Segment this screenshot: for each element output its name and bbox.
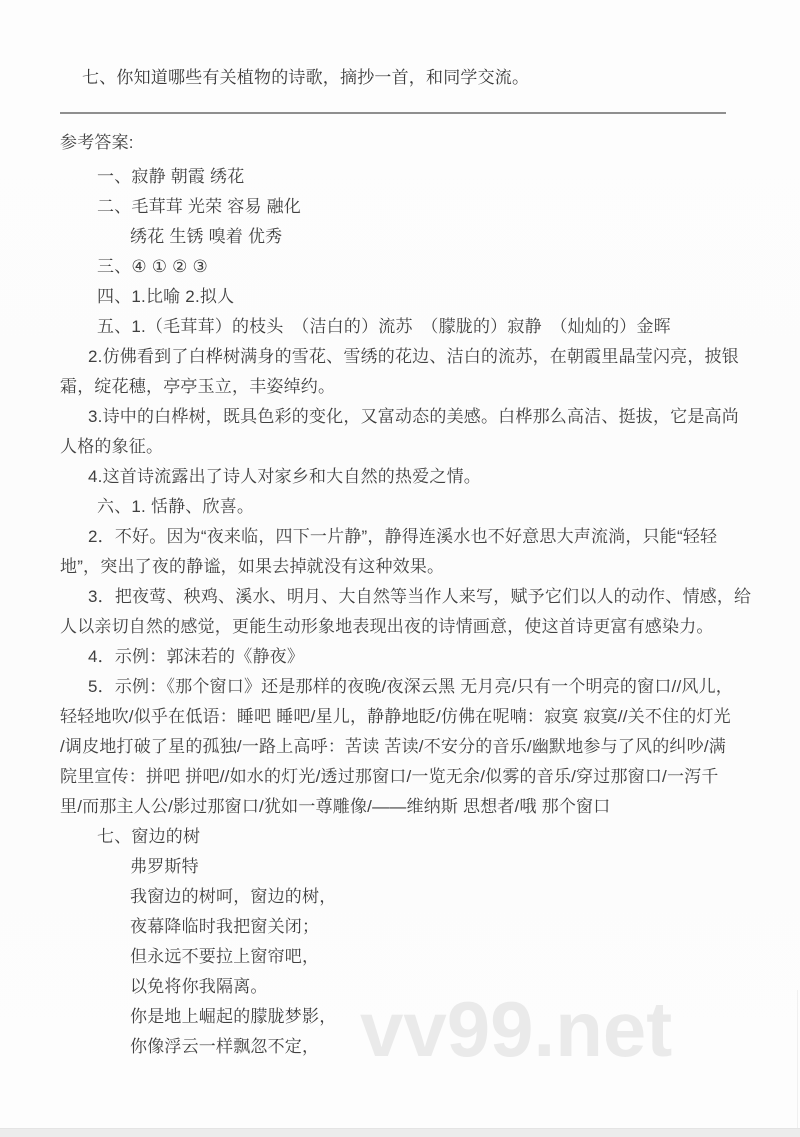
answer-line: 4.这首诗流露出了诗人对家乡和大自然的热爱之情。	[88, 467, 481, 486]
answer-line: 你是地上崛起的朦胧梦影，	[130, 1007, 337, 1026]
answer-line: 院里宣传：拼吧 拼吧//如水的灯光/透过那窗口/一览无余/似雾的音乐/穿过那窗口/一泻千	[60, 767, 719, 786]
answer-line: 六、1. 恬静、欣喜。	[97, 497, 255, 516]
answer-line: 人格的象征。	[60, 437, 164, 456]
answer-line: 以免将你我隔离。	[130, 977, 268, 996]
answer-line: 3．把夜莺、秧鸡、溪水、明月、大自然等当作人来写，赋予它们以人的动作、情感，给	[88, 587, 752, 606]
answer-line: 2．不好。因为“夜来临，四下一片静”，静得连溪水也不好意思大声流淌，只能“轻轻	[88, 527, 718, 546]
answer-line: 你像浮云一样飘忽不定，	[130, 1037, 320, 1056]
answer-line: 4．示例：郭沫若的《静夜》	[88, 647, 305, 666]
answer-line: 七、窗边的树	[97, 827, 201, 846]
answer-line: 地”，突出了夜的静谧，如果去掉就没有这种效果。	[60, 557, 445, 576]
answers-header: 参考答案:	[60, 133, 134, 152]
page-right-edge	[797, 990, 798, 1130]
question-line: 七、你知道哪些有关植物的诗歌，摘抄一首，和同学交流。	[82, 68, 530, 87]
watermark-text: vv99.net	[360, 985, 673, 1073]
answer-line: 轻轻地吹/似乎在低语：睡吧 睡吧/星儿，静静地眨/仿佛在呢喃：寂寞 寂寞//关不住的灯光	[60, 707, 731, 726]
answer-line: 2.仿佛看到了白桦树满身的雪花、雪绣的花边、洁白的流苏，在朝霞里晶莹闪亮，披银	[88, 347, 739, 366]
section-divider	[60, 112, 726, 114]
answer-line: 四、1.比喻 2.拟人	[97, 287, 235, 306]
answer-line: 但永远不要拉上窗帘吧，	[130, 947, 320, 966]
answer-line: 我窗边的树呵，窗边的树，	[130, 887, 337, 906]
answer-line: 里/而那主人公/影过那窗口/犹如一尊雕像/——维纳斯 思想者/哦 那个窗口	[60, 797, 611, 816]
answer-line: 一、寂静 朝霞 绣花	[97, 167, 245, 186]
answer-line: 弗罗斯特	[130, 857, 199, 876]
answer-line: 人以亲切自然的感觉，更能生动形象地表现出夜的诗情画意，使这首诗更富有感染力。	[60, 617, 714, 636]
answer-line: 霜，绽花穗，亭亭玉立，丰姿绰约。	[60, 377, 336, 396]
answer-line: 二、毛茸茸 光荣 容易 融化	[97, 197, 301, 216]
answer-line: 3.诗中的白桦树，既具色彩的变化，又富动态的美感。白桦那么高洁、挺拔，它是高尚	[88, 407, 739, 426]
answer-line: /调皮地打破了星的孤独/一路上高呼：苦读 苦读/不安分的音乐/幽默地参与了风的纠吵/满	[60, 737, 726, 756]
page-bottom-strip	[0, 1128, 800, 1137]
answer-line: 三、④ ① ② ③	[97, 257, 208, 276]
answer-line: 绣花 生锈 嗅着 优秀	[130, 227, 283, 246]
answer-line: 五、1.（毛茸茸）的枝头 （洁白的）流苏 （朦胧的）寂静 （灿灿的）金晖	[97, 317, 671, 336]
answer-line: 5．示例：《那个窗口》还是那样的夜晚/夜深云黑 无月亮/只有一个明亮的窗口//风儿，	[88, 677, 733, 696]
document-content	[60, 0, 752, 1062]
answer-line: 夜幕降临时我把窗关闭；	[130, 917, 320, 936]
answer-lines	[60, 162, 752, 1062]
